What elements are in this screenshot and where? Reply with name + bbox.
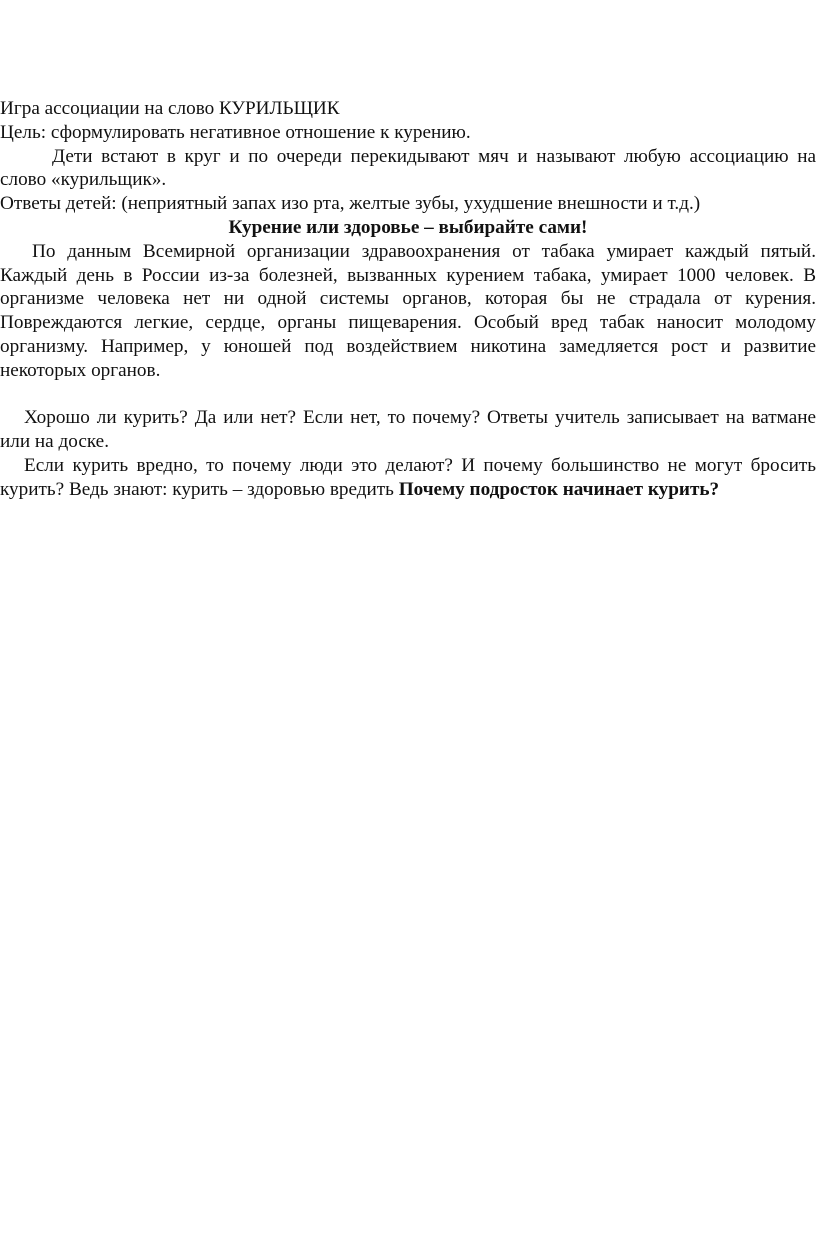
blank-line <box>0 383 816 407</box>
goal-line: Цель: сформулировать негативное отношение к курению. <box>0 121 471 143</box>
answers-line: Ответы детей: (неприятный запах изо рта, желтые зубы, ухудшение внешности и т.д.) <box>0 193 701 215</box>
question-paragraph: Хорошо ли курить? Да или нет? Если нет, то почему? Ответы учитель записывает на ватмане или на доске. <box>0 407 816 453</box>
why-paragraph-bold-question: Почему подросток начинает курить? <box>398 478 720 500</box>
facts-paragraph: По данным Всемирной организации здравоохранения от табака умирает каждый пятый. Каждый день в России из-за болезней, вызванных курением табака, умирает 1000 человек. В организме человека нет ни одной системы органов, которая бы не страдала от курения. Повреждаются легкие, сердце, органы пищеварения. Особый вред табак наносит молодому организму. Например, у юношей под воздействием никотина замедляется рост и развитие некоторых органов. <box>0 240 816 381</box>
game-title-line: Игра ассоциации на слово КУРИЛЬЩИК <box>0 98 340 119</box>
document-page <box>0 97 816 502</box>
why-paragraph <box>0 454 816 502</box>
why-paragraph-text: Если курить вредно, то почему люди это делают? И почему большинство не могут бросить курить? Ведь знают: курить – здоровью вредить <box>0 454 816 500</box>
instructions-paragraph: Дети встают в круг и по очереди перекидывают мяч и называют любую ассоциацию на слово «курильщик». <box>0 145 816 191</box>
section-heading: Курение или здоровье – выбирайте сами! <box>228 216 588 238</box>
